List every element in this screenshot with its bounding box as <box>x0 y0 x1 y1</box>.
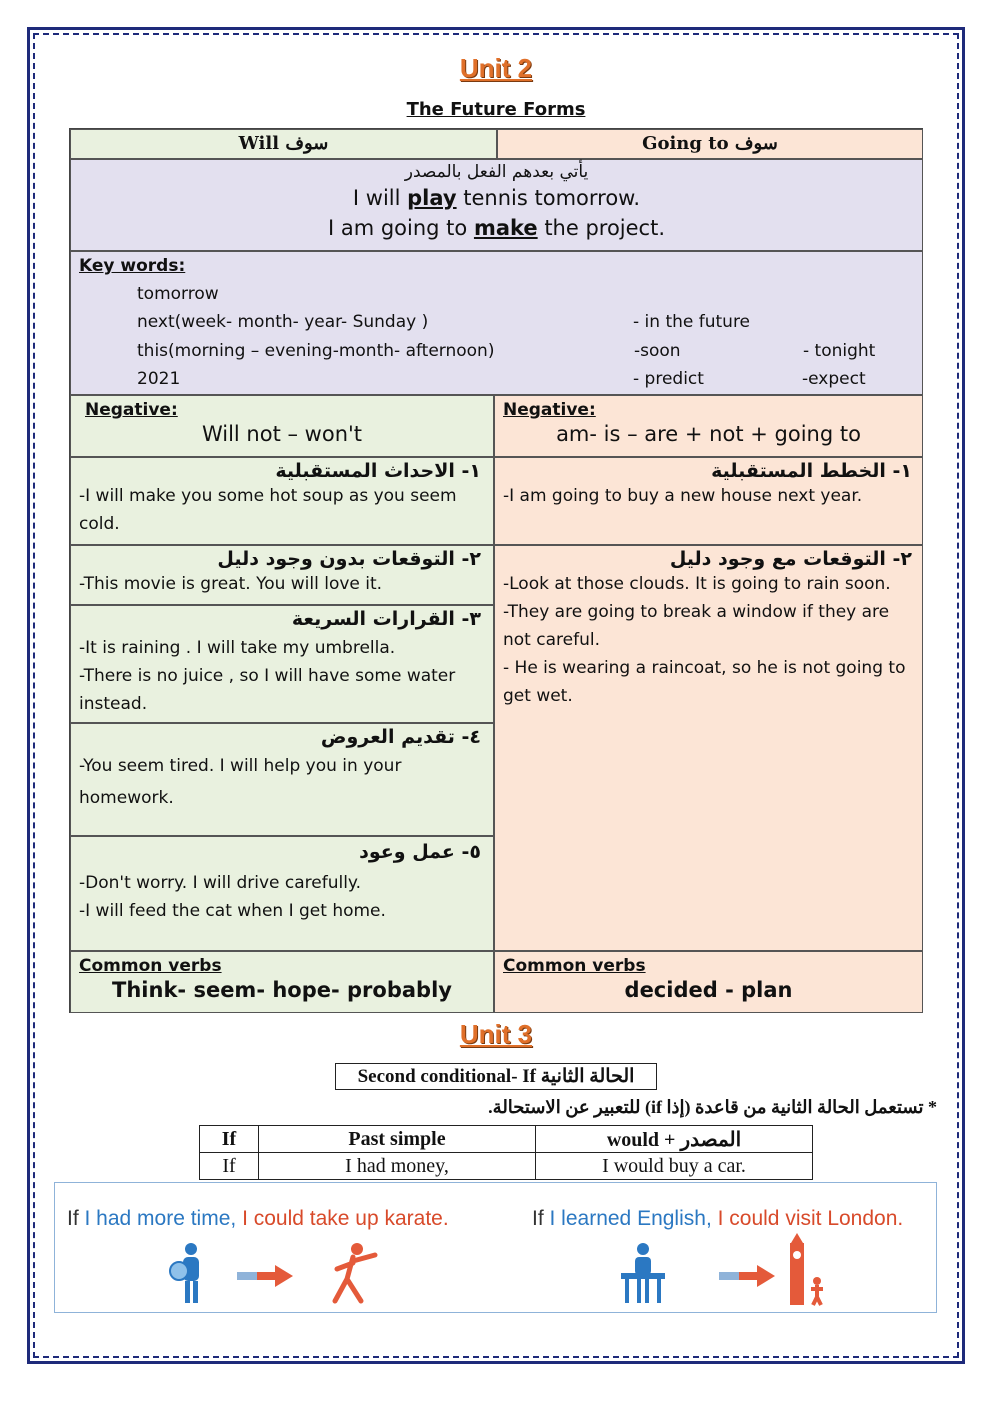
will-use-example: -It is raining . I will take my umbrella. <box>79 638 396 658</box>
big-ben-icon <box>783 1233 831 1307</box>
header-going: Going to سوف <box>497 129 923 159</box>
keywords-label: Key words: <box>79 256 186 276</box>
unit3-title: Unit 3 <box>459 1019 533 1049</box>
conditional-illustration <box>54 1182 937 1313</box>
common-label: Common verbs <box>503 956 646 976</box>
going-use-example: -They are going to break a window if they are not careful. <box>503 602 890 650</box>
arrow-right-icon <box>237 1263 295 1289</box>
keyword-item: 2021 <box>137 369 181 389</box>
will-use-2 <box>70 545 494 605</box>
common-will: Think- seem- hope- probably <box>112 978 452 1002</box>
rule-example-2: I am going to make the project. <box>327 216 666 240</box>
will-use-heading: ٢- التوقعات بدون وجود دليل <box>217 548 481 570</box>
unit2-title: Unit 2 <box>459 53 533 83</box>
negative-will: Will not – won't <box>201 422 363 446</box>
going-use-2 <box>494 545 923 951</box>
table-row <box>200 1126 813 1153</box>
will-use-example: -I will make you some hot soup as you seem cold. <box>79 486 457 534</box>
table-cell: I had money, <box>259 1153 536 1180</box>
table-cell: I would buy a car. <box>536 1153 813 1180</box>
will-use-5 <box>70 836 494 951</box>
keyword-item: next(week- month- year- Sunday ) <box>137 312 429 332</box>
common-going: decided - plan <box>624 978 793 1002</box>
will-use-example: -I will feed the cat when I get home. <box>79 901 386 921</box>
will-use-example: -You seem tired. I will help you in your homework. <box>79 756 402 808</box>
will-use-example: -Don't worry. I will drive carefully. <box>79 873 361 893</box>
will-use-heading: ١- الاحداث المستقبلية <box>275 460 481 482</box>
will-use-example: -This movie is great. You will love it. <box>79 574 383 594</box>
illustration-sentence-2: If I learned English, I could visit London. <box>532 1207 904 1230</box>
going-use-example: -I am going to buy a new house next year. <box>503 486 863 506</box>
table-header: would + المصدر <box>536 1126 813 1153</box>
table-header: Past simple <box>259 1126 536 1153</box>
negative-going: am- is – are + not + going to <box>556 422 861 446</box>
will-use-heading: ٥- عمل وعود <box>359 841 481 863</box>
will-use-3 <box>70 605 494 723</box>
will-use-heading: ٤- تقديم العروض <box>320 726 481 748</box>
going-use-1 <box>494 457 923 545</box>
keyword-item: tomorrow <box>137 284 219 304</box>
illustration-sentence-1: If I had more time, I could take up karate. <box>67 1207 449 1230</box>
common-going-cell <box>494 951 923 1013</box>
negative-going-cell <box>494 395 923 457</box>
future-forms-subtitle: The Future Forms <box>406 99 586 120</box>
negative-label: Negative: <box>503 400 596 420</box>
will-use-example: -There is no juice , so I will have some water instead. <box>79 666 456 714</box>
keyword-item: - in the future <box>633 312 751 332</box>
header-will: Will سوف <box>70 129 497 159</box>
busy-person-icon <box>165 1241 215 1305</box>
keyword-item: -soon <box>634 341 681 361</box>
conditional-note: * تستعمل الحالة الثانية من قاعدة (إذا if) للتعبير عن الاستحالة. <box>488 1097 937 1117</box>
negative-will-cell <box>70 395 494 457</box>
common-label: Common verbs <box>79 956 222 976</box>
arrow-right-icon <box>719 1263 777 1289</box>
going-use-example: -Look at those clouds. It is going to rain soon. <box>503 574 891 594</box>
keyword-item: - predict <box>633 369 704 389</box>
will-use-4 <box>70 723 494 836</box>
common-will-cell <box>70 951 494 1013</box>
going-use-heading: ٢- التوقعات مع وجود دليل <box>669 548 912 570</box>
keywords-cell <box>70 251 923 395</box>
table-row <box>200 1153 813 1180</box>
karate-person-icon <box>323 1241 383 1305</box>
will-use-heading: ٣- القرارات السريعة <box>291 608 481 630</box>
studying-person-icon <box>615 1241 671 1305</box>
keyword-item: -expect <box>802 369 866 389</box>
table-cell: If <box>200 1153 259 1180</box>
rule-arabic: يأتي بعدهم الفعل بالمصدر <box>404 162 589 182</box>
second-conditional-title: Second conditional- If الحالة الثانية <box>335 1063 657 1090</box>
future-forms-table <box>69 128 923 1013</box>
keyword-item: - tonight <box>803 341 876 361</box>
negative-label: Negative: <box>85 400 178 420</box>
table-header: If <box>200 1126 259 1153</box>
going-use-example: - He is wearing a raincoat, so he is not going to get wet. <box>503 658 906 706</box>
will-use-1 <box>70 457 494 545</box>
rule-example-1: I will play tennis tomorrow. <box>352 186 641 210</box>
rule-cell <box>70 159 923 251</box>
keyword-item: this(morning – evening-month- afternoon) <box>137 341 495 361</box>
going-use-heading: ١- الخطط المستقبلية <box>711 460 912 482</box>
conditional-table <box>199 1125 813 1180</box>
